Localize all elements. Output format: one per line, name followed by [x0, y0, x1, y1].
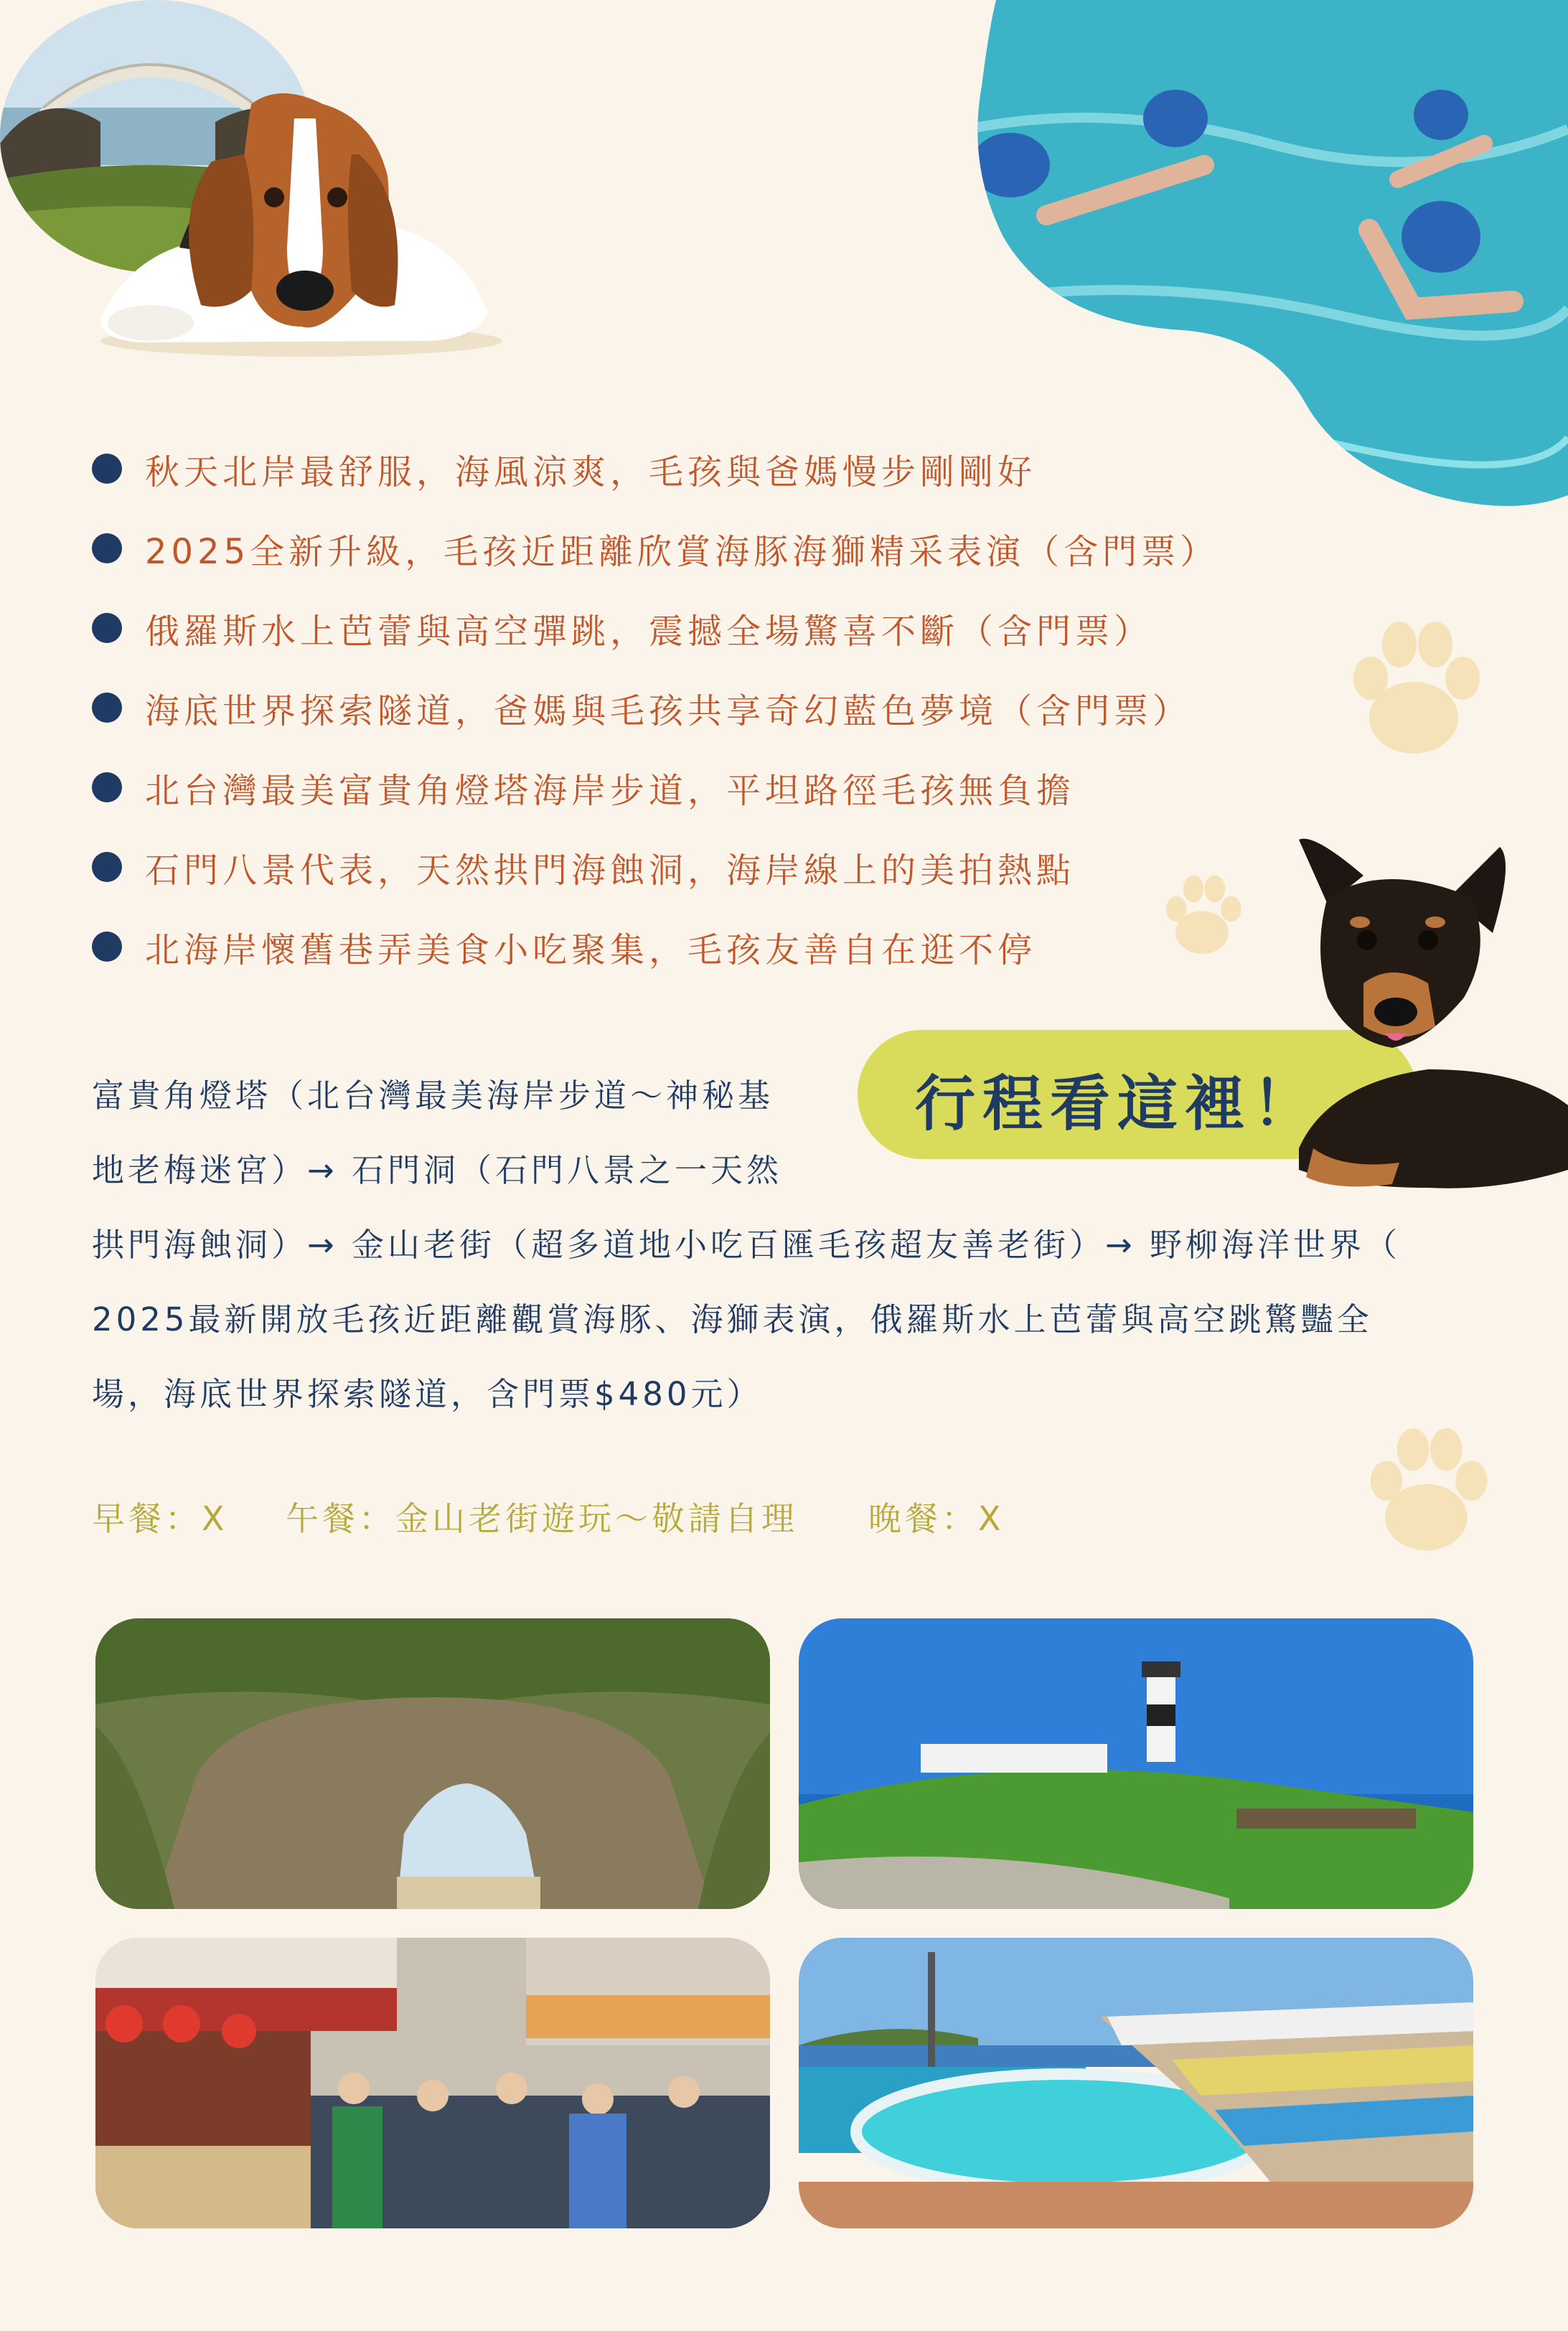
yehliu-ocean-world-photo — [799, 1938, 1473, 2228]
fuguijiao-lighthouse-photo — [799, 1618, 1473, 1909]
list-item: 2025全新升級，毛孩近距離欣賞海豚海獅精采表演（含門票） — [92, 523, 1219, 573]
list-item: 俄羅斯水上芭蕾與高空彈跳，震撼全場驚喜不斷（含門票） — [92, 603, 1152, 653]
list-item: 秋天北岸最舒服，海風涼爽，毛孩與爸媽慢步剛剛好 — [92, 444, 1036, 494]
paw-print-icon — [1159, 868, 1245, 958]
paw-print-icon — [1360, 1417, 1493, 1557]
meal-dinner: 晚餐：X — [868, 1499, 1005, 1538]
bullet-icon — [92, 852, 122, 882]
list-item: 北台灣最美富貴角燈塔海岸步道，平坦路徑毛孩無負擔 — [92, 762, 1075, 812]
paw-print-icon — [1342, 610, 1485, 761]
itinerary-line: 2025最新開放毛孩近距離觀賞海豚、海獅表演，俄羅斯水上芭蕾與高空跳驚豔全 — [92, 1300, 1373, 1338]
itinerary-line: 場，海底世界探索隧道，含門票$480元） — [92, 1375, 763, 1413]
callout-label: 行程看這裡！ — [915, 1069, 1320, 1139]
itinerary-line: 地老梅迷宮）→ 石門洞（石門八景之一天然 — [92, 1151, 783, 1189]
bullet-icon — [92, 454, 122, 484]
itinerary-line: 富貴角燈塔（北台灣最美海岸步道～神秘基 — [92, 1077, 774, 1115]
bullet-icon — [92, 932, 122, 962]
beagle-dog-image — [86, 75, 510, 362]
list-item: 海底世界探索隧道，爸媽與毛孩共享奇幻藍色夢境（含門票） — [92, 683, 1191, 733]
jinshan-old-street-photo — [95, 1938, 770, 2228]
bullet-icon — [92, 693, 122, 723]
meal-breakfast: 早餐：X — [92, 1499, 228, 1538]
bullet-icon — [92, 772, 122, 802]
meal-lunch: 午餐：金山老街遊玩～敬請自理 — [286, 1499, 798, 1538]
miniature-pinscher-dog-image — [1285, 832, 1568, 1195]
bullet-icon — [92, 613, 122, 643]
list-item: 北海岸懷舊巷弄美食小吃聚集，毛孩友善自在逛不停 — [92, 921, 1036, 972]
synchronized-swimming-image — [967, 0, 1568, 510]
itinerary-line: 拱門海蝕洞）→ 金山老街（超多道地小吃百匯毛孩超友善老街）→ 野柳海洋世界（ — [92, 1226, 1402, 1264]
sea-cave-arch-photo — [95, 1618, 770, 1909]
bullet-icon — [92, 533, 122, 563]
list-item: 石門八景代表，天然拱門海蝕洞，海岸線上的美拍熱點 — [92, 842, 1075, 892]
